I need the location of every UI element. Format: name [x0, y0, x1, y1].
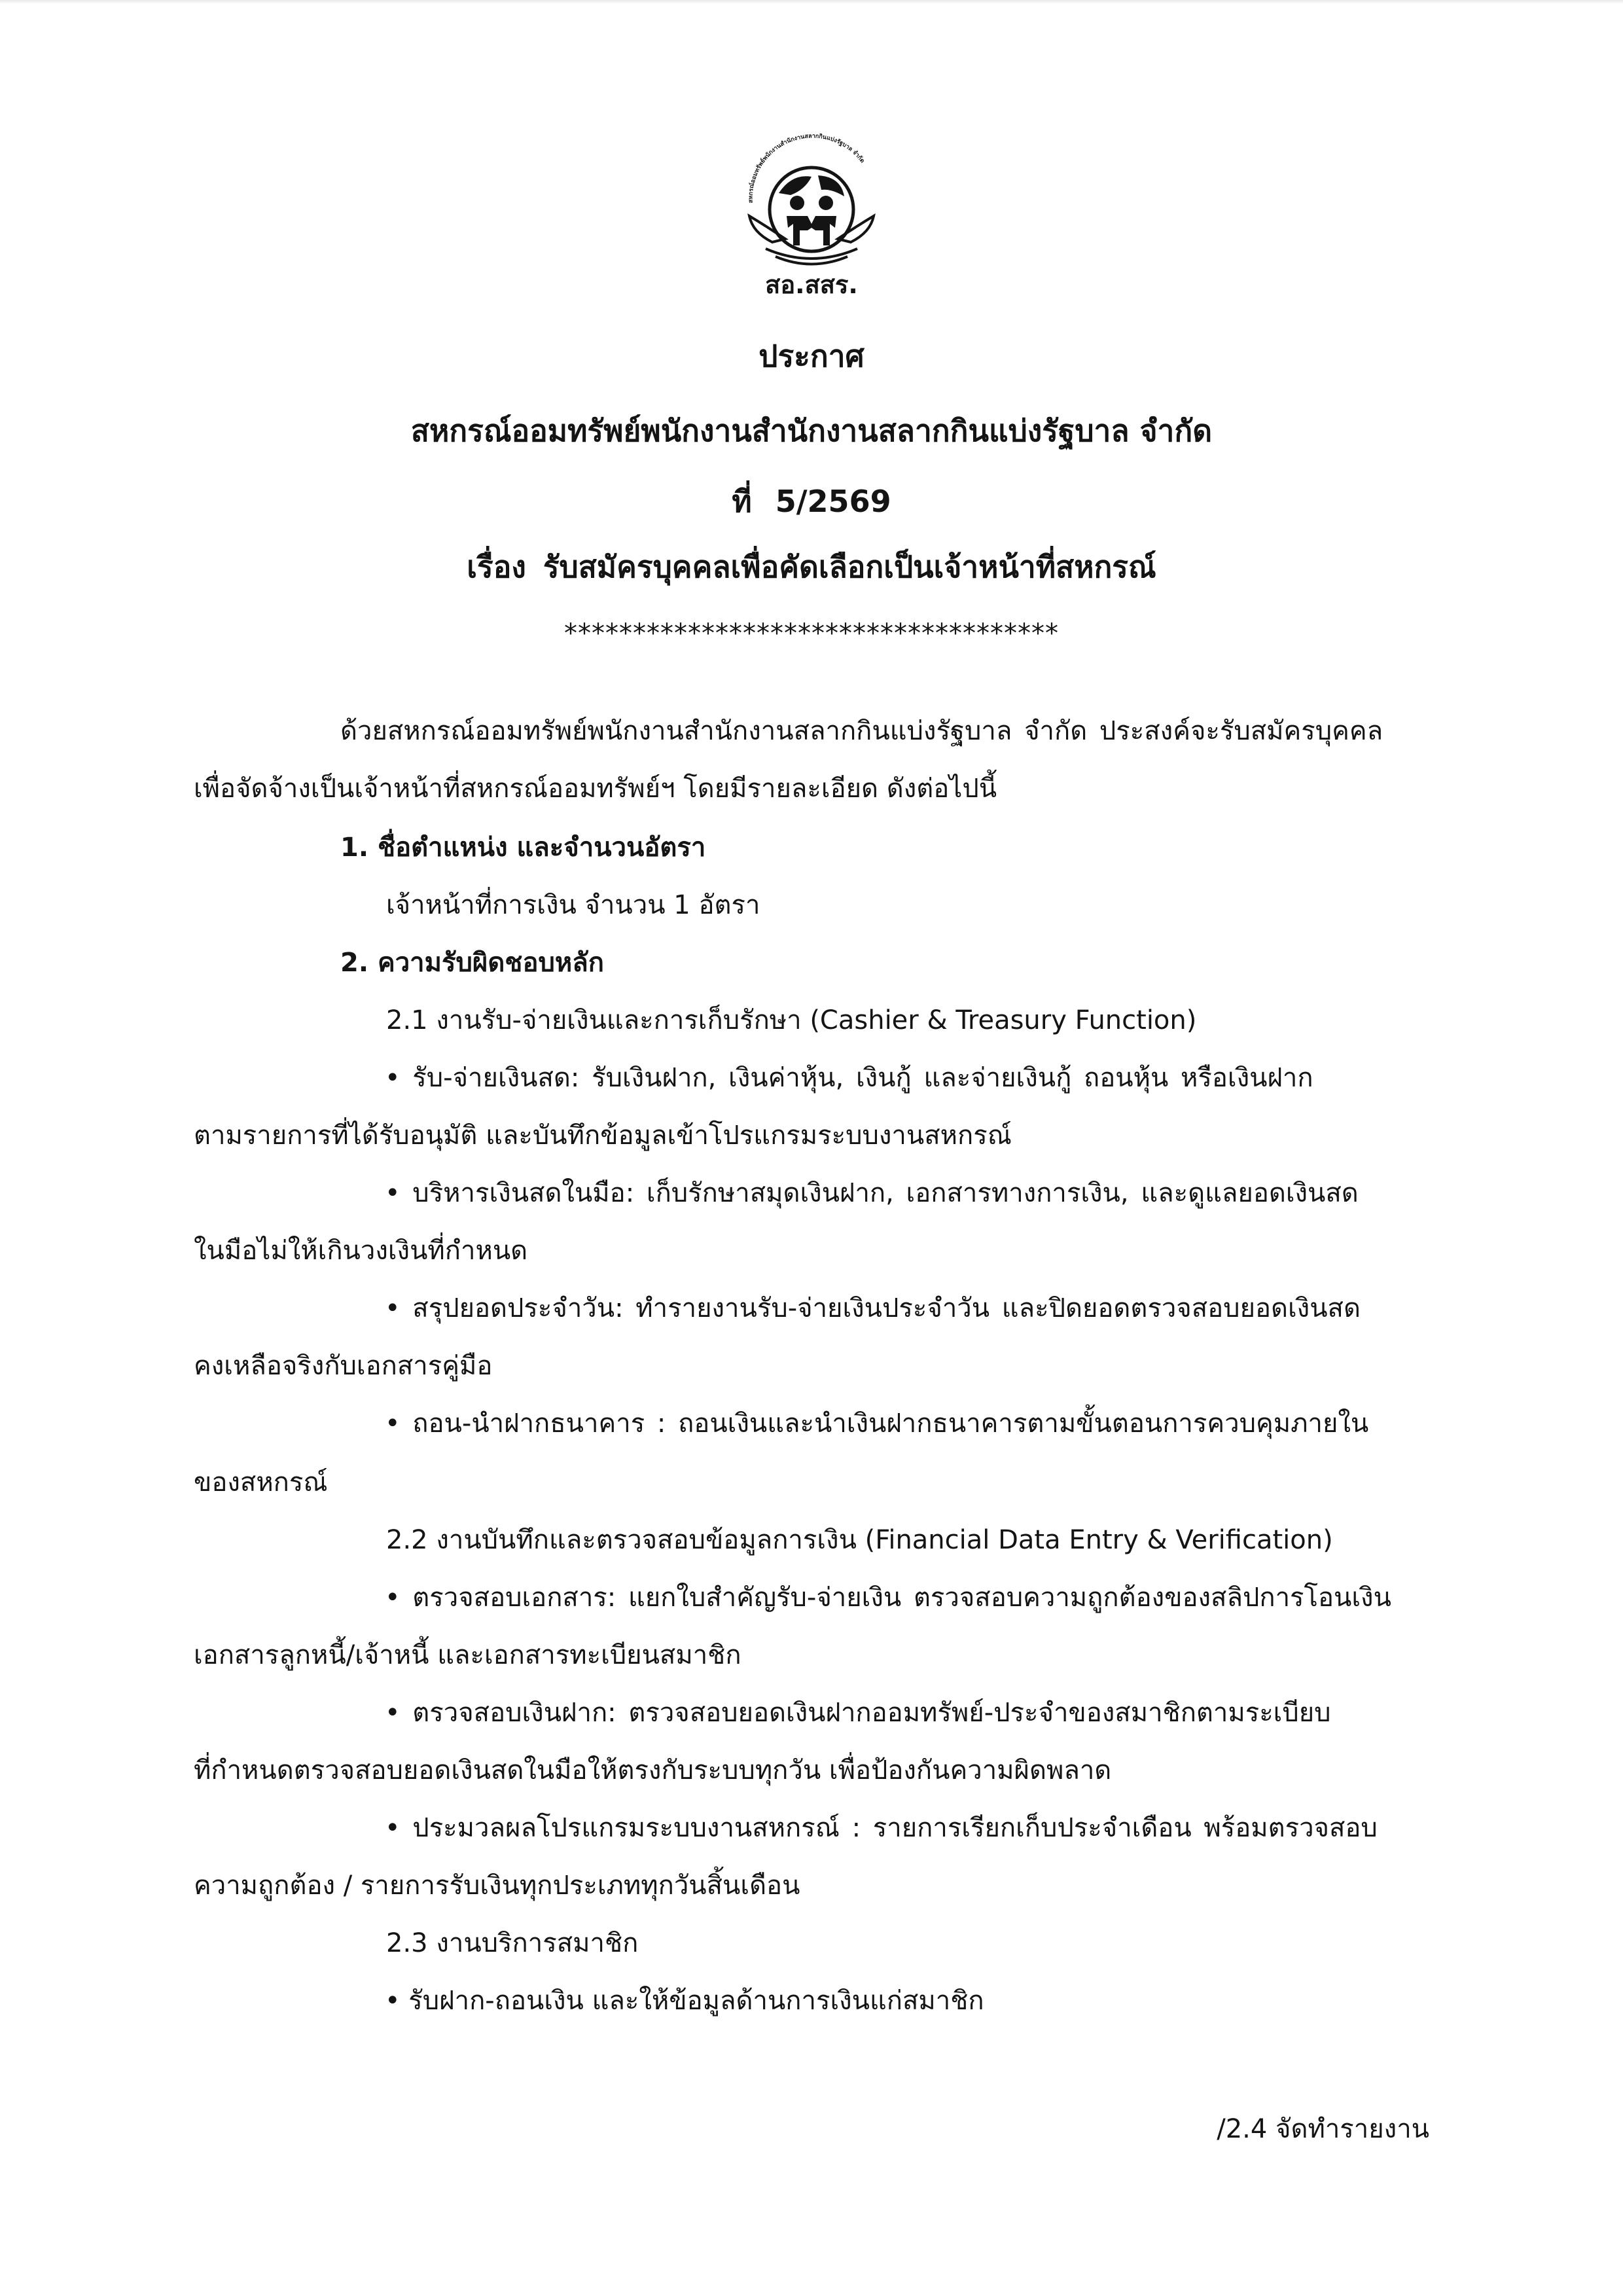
announcement-title: ประกาศ — [758, 338, 865, 374]
intro-line-1: ด้วยสหกรณ์ออมทรัพย์พนักงานสำนักงานสลากกินแบ่งรัฐบาล จำกัด ประสงค์จะรับสมัครบุคคล — [340, 716, 1383, 746]
announcement-number: ที่ 5/2569 — [732, 484, 891, 519]
subsection-2-2-title: 2.2 งานบันทึกและตรวจสอบข้อมูลการเงิน (Financial Data Entry & Verification) — [386, 1525, 1333, 1555]
scan-edge — [0, 0, 1623, 4]
announcement-subject: เรื่อง รับสมัครบุคคลเพื่อคัดเลือกเป็นเจ้าหน้าที่สหกรณ์ — [467, 549, 1156, 584]
bullet-bank-deposit-line-1: • ถอน-นำฝากธนาคาร : ถอนเงินและนำเงินฝากธนาคารตามขั้นตอนการควบคุมภายใน — [385, 1408, 1369, 1439]
section-1-text: เจ้าหน้าที่การเงิน จำนวน 1 อัตรา — [386, 890, 760, 920]
bullet-cash-receipts-line-1: • รับ-จ่ายเงินสด: รับเงินฝาก, เงินค่าหุ้น, เงินกู้ และจ่ายเงินกู้ ถอนหุ้น หรือเงินฝาก — [385, 1063, 1313, 1093]
section-2-title: 2. ความรับผิดชอบหลัก — [340, 948, 604, 978]
bullet-system-processing-line-2: ความถูกต้อง / รายการรับเงินทุกประเภททุกวันสิ้นเดือน — [194, 1871, 800, 1901]
bullet-deposit-check-line-2: ที่กำหนดตรวจสอบยอดเงินสดในมือให้ตรงกับระบบทุกวัน เพื่อป้องกันความผิดพลาด — [194, 1755, 1112, 1785]
section-1-title: 1. ชื่อตำแหน่ง และจำนวนอัตรา — [340, 833, 706, 863]
logo-ring-text: สหกรณ์ออมทรัพย์พนักงานสำนักงานสลากกินแบ่งรัฐบาล จำกัด — [747, 133, 866, 204]
bullet-cash-management-line-2: ในมือไม่ให้เกินวงเงินที่กำหนด — [194, 1236, 528, 1266]
bullet-daily-summary-line-2: คงเหลือจริงกับเอกสารคู่มือ — [194, 1351, 493, 1381]
subsection-2-1-title: 2.1 งานรับ-จ่ายเงินและการเก็บรักษา (Cashier & Treasury Function) — [386, 1005, 1197, 1035]
organization-name: สหกรณ์ออมทรัพย์พนักงานสำนักงานสลากกินแบ่งรัฐบาล จำกัด — [410, 413, 1213, 448]
bullet-cash-management-line-1: • บริหารเงินสดในมือ: เก็บรักษาสมุดเงินฝาก, เอกสารทางการเงิน, และดูแลยอดเงินสด — [385, 1178, 1359, 1208]
separator-stars: ************************************ — [564, 619, 1059, 649]
cooperative-logo — [713, 111, 910, 301]
bullet-system-processing-line-1: • ประมวลผลโปรแกรมระบบงานสหกรณ์ : รายการเรียกเก็บประจำเดือน พร้อมตรวจสอบ — [385, 1813, 1378, 1843]
bullet-document-check-line-2: เอกสารลูกหนี้/เจ้าหนี้ และเอกสารทะเบียนสมาชิก — [194, 1640, 741, 1670]
bullet-member-service: • รับฝาก-ถอนเงิน และให้ข้อมูลด้านการเงินแก่สมาชิก — [385, 1986, 984, 2016]
bullet-daily-summary-line-1: • สรุปยอดประจำวัน: ทำรายงานรับ-จ่ายเงินประจำวัน และปิดยอดตรวจสอบยอดเงินสด — [385, 1293, 1361, 1323]
bullet-cash-receipts-line-2: ตามรายการที่ได้รับอนุมัติ และบันทึกข้อมูลเข้าโปรแกรมระบบงานสหกรณ์ — [194, 1121, 1012, 1151]
bullet-bank-deposit-line-2: ของสหกรณ์ — [194, 1467, 328, 1498]
bullet-document-check-line-1: • ตรวจสอบเอกสาร: แยกใบสำคัญรับ-จ่ายเงิน ตรวจสอบความถูกต้องของสลิปการโอนเงิน — [385, 1583, 1391, 1613]
continued-note: /2.4 จัดทำรายงาน — [1217, 2114, 1429, 2144]
logo-emblem — [713, 111, 910, 301]
bullet-deposit-check-line-1: • ตรวจสอบเงินฝาก: ตรวจสอบยอดเงินฝากออมทรัพย์-ประจำของสมาชิกตามระเบียบ — [385, 1698, 1331, 1728]
intro-line-2: เพื่อจัดจ้างเป็นเจ้าหน้าที่สหกรณ์ออมทรัพย์ฯ โดยมีรายละเอียด ดังต่อไปนี้ — [194, 774, 997, 804]
subsection-2-3-title: 2.3 งานบริการสมาชิก — [386, 1928, 639, 1958]
logo-abbreviation: สอ.สสร. — [765, 270, 858, 299]
